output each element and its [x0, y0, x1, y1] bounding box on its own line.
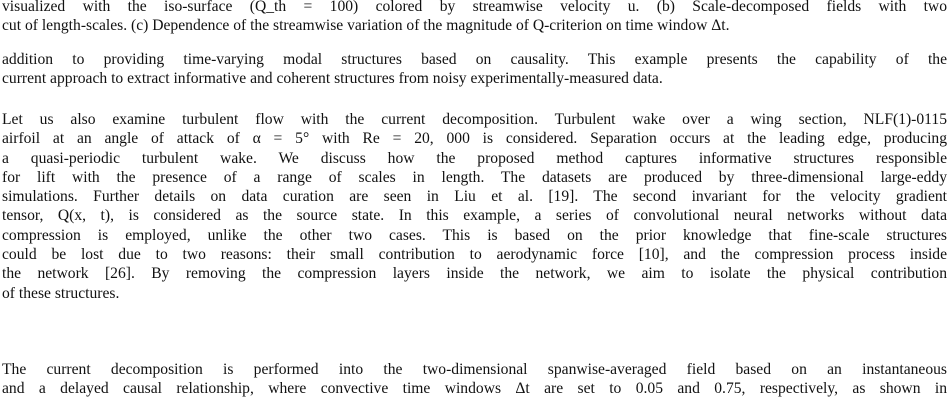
caption-line: cut of length-scales. (c) Dependence of the streamwise variation of the magnitude of Q-criterion on time window Δt. [2, 17, 730, 35]
paragraph-line: a quasi-periodic turbulent wake. We discuss how the proposed method captures informative structures responsible [2, 149, 947, 167]
paragraph [2, 50, 947, 89]
paragraph-line: Let us also examine turbulent flow with the current decomposition. Turbulent wake over a wing section, NLF(1)-0115 [2, 111, 947, 128]
paragraph [2, 110, 947, 303]
paragraph-line: of these structures. [2, 284, 120, 302]
paragraph-line: the network [26]. By removing the compression layers inside the network, we aim to isolate the physical contribution [2, 265, 947, 283]
figure-caption [2, 0, 947, 36]
paragraph-line: addition to providing time-varying modal structures based on causality. This example presents the capability of the [2, 51, 947, 68]
paragraph [2, 360, 947, 399]
paragraph-line: could be lost due to two reasons: their small contribution to aerodynamic force [10], and the compression process inside [2, 246, 947, 264]
paragraph-line: current approach to extract informative and coherent structures from noisy experimentally-measured data. [2, 70, 663, 88]
paragraph-line: The current decomposition is performed into the two-dimensional spanwise-averaged field based on an instantaneous [2, 361, 947, 378]
paragraph-line: tensor, Q(x, t), is considered as the source state. In this example, a series of convolutional neural networks without data [2, 207, 947, 225]
paragraph-line: compression is employed, unlike the other two cases. This is based on the prior knowledge that fine-scale structures [2, 226, 947, 244]
paragraph-line: simulations. Further details on data curation are seen in Liu et al. [19]. The second invariant for the velocity gradient [2, 188, 947, 206]
paragraph-line: airfoil at an angle of attack of α = 5° with Re = 20, 000 is considered. Separation occurs at the leading edge, producing [2, 130, 947, 148]
paragraph-line: for lift with the presence of a range of scales in length. The datasets are produced by three-dimensional large-eddy [2, 168, 947, 186]
paragraph-line: and a delayed causal relationship, where convective time windows Δt are set to 0.05 and 0.75, respectively, as shown in [2, 380, 947, 398]
caption-line: visualized with the iso-surface (Q_th = 100) colored by streamwise velocity u. (b) Scale-decomposed fields with two [2, 0, 947, 15]
